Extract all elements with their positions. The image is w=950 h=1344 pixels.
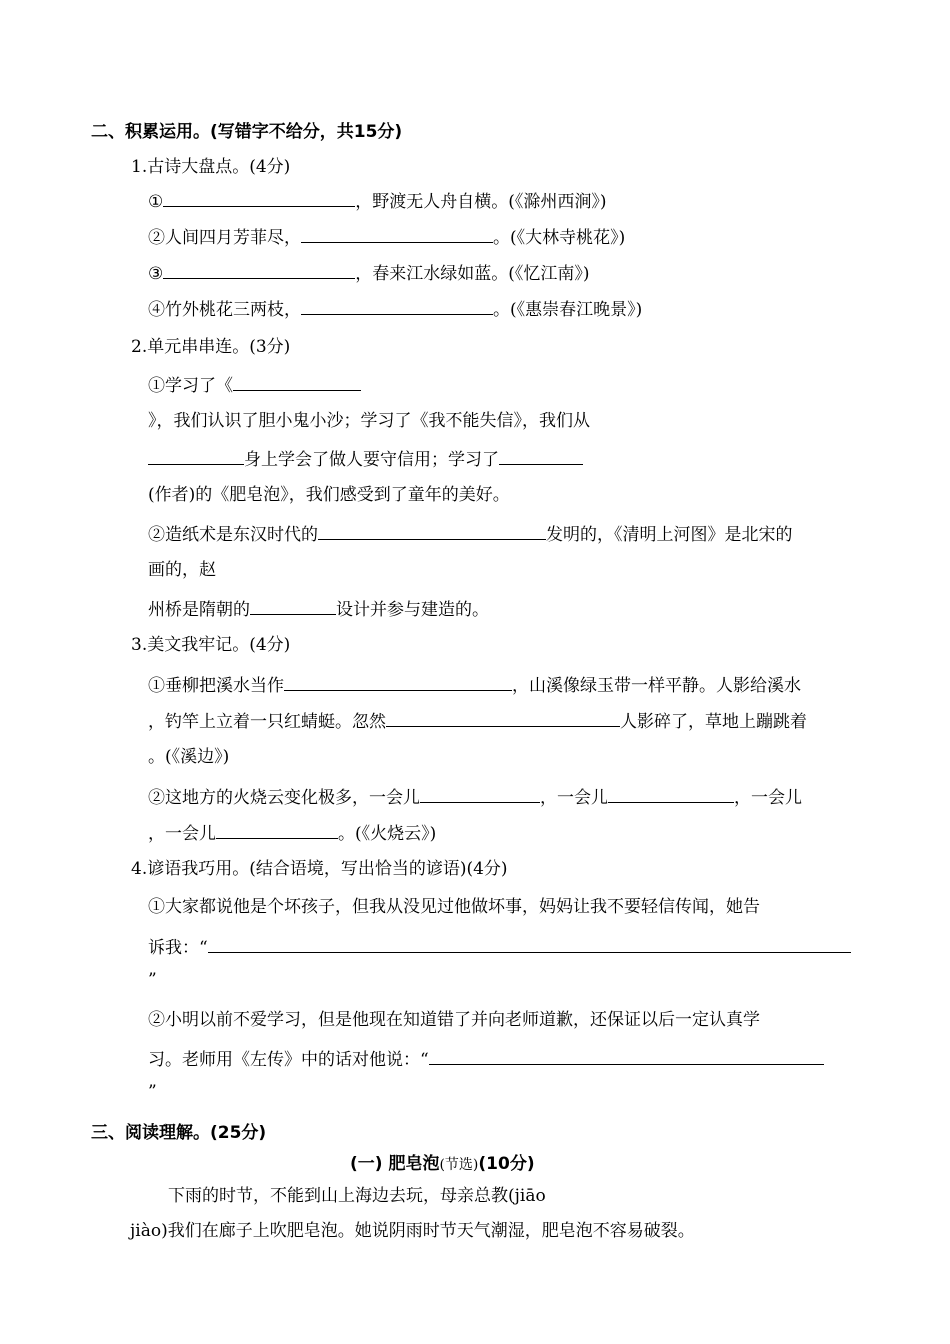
q4-b2-text: 习。老师用《左传》中的话对他说：“ <box>148 1050 429 1070</box>
q3-b1-mid1: ，一会儿 <box>540 788 608 808</box>
q1-line4-text: ④竹外桃花三两枝， <box>148 300 301 320</box>
q3-b1-mid2: ，一会儿 <box>734 788 802 808</box>
blank[interactable] <box>163 260 355 279</box>
q3-a1-tail: ，山溪像绿玉带一样平静。人影给溪水 <box>512 676 801 696</box>
blank[interactable] <box>301 224 493 243</box>
section2-heading: 二、积累运用。(写错字不给分，共15分) <box>91 122 403 142</box>
blank[interactable] <box>318 521 546 540</box>
blank[interactable] <box>216 820 338 839</box>
q2-b1-text: ②造纸术是东汉时代的 <box>148 525 318 545</box>
blank[interactable] <box>233 372 361 391</box>
q2-b1-tail: 发明的，《清明上河图》是北宋的 <box>546 525 793 545</box>
blank[interactable] <box>284 672 512 691</box>
passage-title <box>350 1152 535 1177</box>
blank[interactable] <box>429 1046 824 1065</box>
q3-a2-tail: 人影碎了，草地上蹦跳着 <box>620 712 807 732</box>
blank[interactable] <box>250 596 336 615</box>
q4-a2 <box>148 934 851 960</box>
blank[interactable] <box>163 188 355 207</box>
q4-b1: ②小明以前不爱学习，但是他现在知道错了并向老师道歉，还保证以后一定认真学 <box>148 1010 760 1030</box>
q1-line3-num: ③ <box>148 264 164 284</box>
blank[interactable] <box>386 708 620 727</box>
q2-b3-tail: 设计并参与建造的。 <box>336 600 489 620</box>
q2-b3-text: 州桥是隋朝的 <box>148 600 250 620</box>
q3-a1-text: ①垂柳把溪水当作 <box>148 676 284 696</box>
q3-title: 3.美文我牢记。(4分) <box>131 635 291 655</box>
q1-line2-tail: 。(《大林寺桃花》) <box>493 228 626 248</box>
q4-b2 <box>148 1046 824 1072</box>
q4-a2-text: 诉我：“ <box>148 938 208 958</box>
q3-b1 <box>148 784 802 810</box>
q3-b1-text: ②这地方的火烧云变化极多，一会儿 <box>148 788 420 808</box>
passage-line1: 下雨的时节，不能到山上海边去玩，母亲总教(jiāo <box>168 1186 546 1206</box>
q1-line3 <box>148 260 590 286</box>
passage-title-sub: (节选) <box>439 1157 479 1173</box>
q2-a2: 》，我们认识了胆小鬼小沙；学习了《我不能失信》，我们从 <box>148 411 590 431</box>
q3-b2-text: ，一会儿 <box>148 824 216 844</box>
q2-title: 2.单元串串连。(3分) <box>131 337 291 357</box>
q2-a3-text: 身上学会了做人要守信用；学习了 <box>244 450 499 470</box>
q4-a1: ①大家都说他是个坏孩子，但我从没见过他做坏事，妈妈让我不要轻信传闻，她告 <box>148 897 760 917</box>
q2-a1-text: ①学习了《 <box>148 376 233 396</box>
blank[interactable] <box>301 296 493 315</box>
q2-b2: 画的，赵 <box>148 560 216 580</box>
blank[interactable] <box>148 446 244 465</box>
blank[interactable] <box>499 446 583 465</box>
passage-title-score: (10分) <box>478 1154 535 1174</box>
q3-b2 <box>148 820 436 846</box>
q2-b3 <box>148 596 489 622</box>
q3-a2-text: ，钓竿上立着一只红蜻蜓。忽然 <box>148 712 386 732</box>
q1-line1-num: ① <box>148 192 164 212</box>
q3-a1 <box>148 672 801 698</box>
q2-b1 <box>148 521 793 547</box>
q2-a3 <box>148 446 583 472</box>
passage-line2: jiào)我们在廊子上吹肥皂泡。她说阴雨时节天气潮湿，肥皂泡不容易破裂。 <box>130 1221 695 1241</box>
q1-line3-text: ，春来江水绿如蓝。(《忆江南》) <box>355 264 590 284</box>
q1-line1-text: ，野渡无人舟自横。(《滁州西涧》) <box>355 192 607 212</box>
blank[interactable] <box>608 784 734 803</box>
q3-a2 <box>148 708 807 734</box>
q1-line2-text: ②人间四月芳菲尽， <box>148 228 301 248</box>
q3-b2-tail: 。(《火烧云》) <box>338 824 437 844</box>
q1-line4-tail: 。(《惠崇春江晚景》) <box>493 300 643 320</box>
q3-a3: 。(《溪边》) <box>148 747 230 767</box>
q1-title: 1.古诗大盘点。(4分) <box>131 157 291 177</box>
q4-a3: ” <box>148 970 157 990</box>
section3-heading: 三、阅读理解。(25分) <box>91 1123 267 1143</box>
q2-a4: (作者)的《肥皂泡》，我们感受到了童年的美好。 <box>148 485 510 505</box>
blank[interactable] <box>420 784 540 803</box>
q4-b3: ” <box>148 1082 157 1102</box>
q1-line2 <box>148 224 625 250</box>
passage-title-main: (一) 肥皂泡 <box>350 1154 440 1174</box>
q1-line1 <box>148 188 607 214</box>
q2-a1 <box>148 372 361 398</box>
q1-line4 <box>148 296 642 322</box>
blank[interactable] <box>208 934 851 953</box>
q4-title: 4.谚语我巧用。(结合语境，写出恰当的谚语)(4分) <box>131 859 508 879</box>
